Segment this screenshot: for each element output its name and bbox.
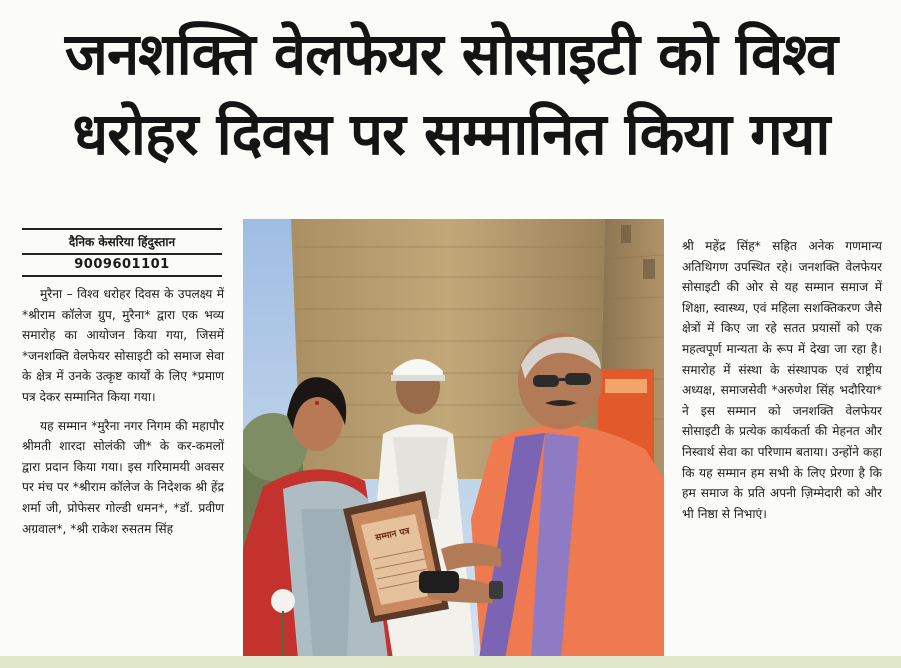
article-paragraph: श्री महेंद्र सिंह* सहित अनेक गणमान्य अतिथिगण उपस्थित रहे। जनशक्ति वेलफेयर सोसाइटी की ओर से यह सम्मान समाज में शिक्षा, स्वास्थ्य, एवं महिला सशक्तिकरण जैसे क्षेत्रों में किए जा रहे सतत प्रयासों को एक महत्वपूर्ण मान्यता के रूप में देखा जा रहा है। समारोह में संस्था के संस्थापक एवं राष्ट्रीय अध्यक्ष, समाजसेवी *अरुणेश सिंह भदौरिया* ने इस सम्मान को जनशक्ति वेलफेयर सोसाइटी के प्रत्येक कार्यकर्ता की मेहनत और निस्वार्थ सेवा का परिणाम बताया। उन्होंने कहा कि यह सम्मान हम सभी के लिए प्रेरणा है कि हम समाज के प्रति अपनी ज़िम्मेदारी को और भी निष्ठा से निभाएं। (682, 239, 882, 521)
newspaper-name: दैनिक केसरिया हिंदुस्तान (68, 235, 176, 249)
headline-line-1: जनशक्ति वेलफेयर सोसाइटी को विश्व (64, 20, 838, 88)
flower (271, 589, 295, 613)
byline-bottom-rule (22, 275, 222, 277)
article-paragraph: यह सम्मान *मुरैना नगर निगम की महापौर श्रीमती शारदा सोलंकी जी* के कर-कमलों द्वारा प्रदान किया गया। इस गरिमामयी अवसर पर मंच पर *श्रीराम कॉलेज के निदेशक श्री हेंद्र शर्मा जी, प्रोफेसर गोल्डी धमन*, *डॉ. प्रवीण अग्रवाल*, *श्री राकेश रुसतम सिंह (22, 418, 224, 536)
wrist-watch (489, 581, 503, 599)
headline (18, 14, 884, 174)
phone-number: 9009601101 (74, 257, 170, 272)
headline-line-2: धरोहर दिवस पर सम्मानित किया गया (72, 100, 830, 168)
banner-strip (605, 379, 647, 393)
phone-in-hand (419, 571, 459, 593)
certificate-text: सम्मान पत्र (374, 526, 411, 544)
flower-stem (282, 611, 284, 659)
byline (22, 228, 222, 277)
article-left-column (22, 284, 224, 539)
article-right-column (682, 236, 882, 524)
event-photo (243, 219, 664, 659)
article-paragraph: मुरैना – विश्व धरोहर दिवस के उपलक्ष्य में *श्रीराम कॉलेज ग्रुप, मुरैना* द्वारा एक भव्य समारोह का आयोजन किया गया, जिसमें *जनशक्ति वेलफेयर सोसाइटी को समाज सेवा के क्षेत्र में उनके उत्कृष्ट कार्यों के लिए *प्रमाण पत्र देकर सम्मानित किया गया। (22, 287, 224, 404)
